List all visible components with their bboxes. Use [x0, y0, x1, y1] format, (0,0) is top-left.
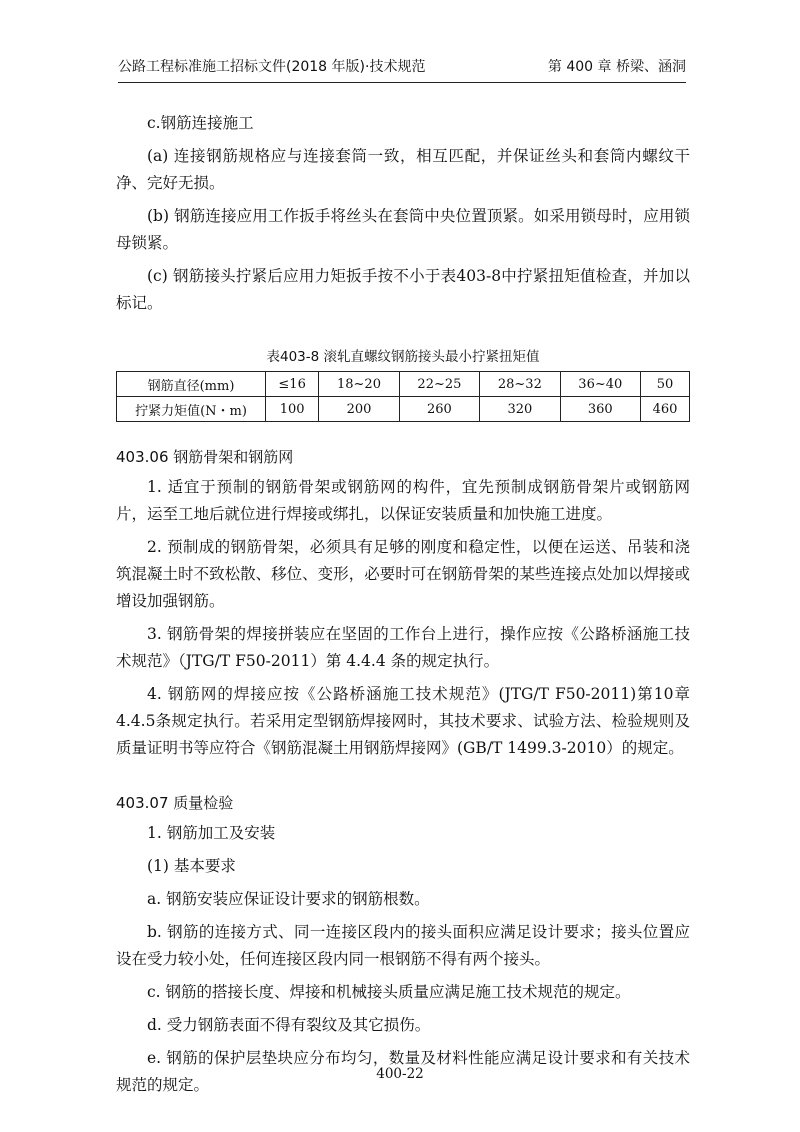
table-cell: 260 — [399, 397, 479, 422]
table-cell: 18~20 — [319, 372, 399, 397]
table-cell: 50 — [641, 372, 690, 397]
subsection-heading: c.钢筋连接施工 — [147, 114, 254, 132]
paragraph: 3. 钢筋骨架的焊接拼装应在坚固的工作台上进行，操作应按《公路桥涵施工技术规范》（JTG/T F50-2011）第 4.4.4 条的规定执行。 — [116, 625, 690, 670]
paragraph: 4. 钢筋网的焊接应按《公路桥涵施工技术规范》(JTG/T F50-2011)第10章4.4.5条规定执行。若采用定型钢筋焊接网时，其技术要求、试验方法、检验规则及质量证明书等应符合《钢筋混凝土用钢筋焊接网》(GB/T 1499.3-2010）的规定。 — [116, 685, 690, 757]
table-cell: 22~25 — [399, 372, 479, 397]
paragraph: (a) 连接钢筋规格应与连接套筒一致，相互匹配，并保证丝头和套筒内螺纹干净、完好无损。 — [116, 147, 690, 192]
table-cell: 36~40 — [560, 372, 640, 397]
table-row-header: 钢筋直径(mm) — [117, 372, 266, 397]
table-cell: 460 — [641, 397, 690, 422]
table-cell: ≤16 — [266, 372, 319, 397]
page-number: 400-22 — [376, 1066, 424, 1082]
paragraph: e. 钢筋的保护层垫块应分布均匀，数量及材料性能应满足设计要求和有关技术规范的规定。 — [116, 1049, 690, 1094]
section-title: 403.07 质量检验 — [116, 794, 234, 812]
table-caption: 表403-8 滚轧直螺纹钢筋接头最小拧紧扭矩值 — [266, 349, 540, 365]
paragraph: d. 受力钢筋表面不得有裂纹及其它损伤。 — [147, 1016, 431, 1034]
table-row — [117, 372, 690, 397]
paragraph: c. 钢筋的搭接长度、焊接和机械接头质量应满足施工技术规范的规定。 — [147, 983, 631, 1001]
paragraph: (1) 基本要求 — [147, 857, 236, 875]
table-cell: 200 — [319, 397, 399, 422]
paragraph: 1. 钢筋加工及安装 — [147, 824, 276, 842]
paragraph: 2. 预制成的钢筋骨架，必须具有足够的刚度和稳定性，以便在运送、吊装和浇筑混凝土时不致松散、移位、变形，必要时可在钢筋骨架的某些连接点处加以焊接或增设加强钢筋。 — [116, 538, 690, 610]
section-title: 403.06 钢筋骨架和钢筋网 — [116, 448, 294, 466]
page-content — [116, 110, 690, 1105]
paragraph: 1. 适宜于预制的钢筋骨架或钢筋网的构件，宜先预制成钢筋骨架片或钢筋网片，运至工地后就位进行焊接或绑扎，以保证安装质量和加快施工进度。 — [116, 478, 690, 523]
paragraph: (c) 钢筋接头拧紧后应用力矩扳手按不小于表403-8中拧紧扭矩值检查，并加以标记。 — [116, 267, 690, 312]
chapter-title: 第 400 章 桥梁、涵洞 — [547, 59, 686, 75]
paragraph: b. 钢筋的连接方式、同一连接区段内的接头面积应满足设计要求；接头位置应设在受力较小处，任何连接区段内同一根钢筋不得有两个接头。 — [116, 923, 690, 968]
table-cell: 360 — [560, 397, 640, 422]
page-header — [118, 56, 686, 83]
table-cell: 100 — [266, 397, 319, 422]
table-cell: 28~32 — [480, 372, 560, 397]
table-row — [117, 397, 690, 422]
paragraph: (b) 钢筋连接应用工作扳手将丝头在套筒中央位置顶紧。如采用锁母时，应用锁母锁紧。 — [116, 207, 690, 252]
table-cell: 320 — [480, 397, 560, 422]
table-row-header: 拧紧力矩值(N・m) — [117, 397, 266, 422]
paragraph: a. 钢筋安装应保证设计要求的钢筋根数。 — [147, 890, 430, 908]
torque-table — [116, 371, 690, 422]
document-title: 公路工程标准施工招标文件(2018 年版)·技术规范 — [118, 59, 426, 75]
